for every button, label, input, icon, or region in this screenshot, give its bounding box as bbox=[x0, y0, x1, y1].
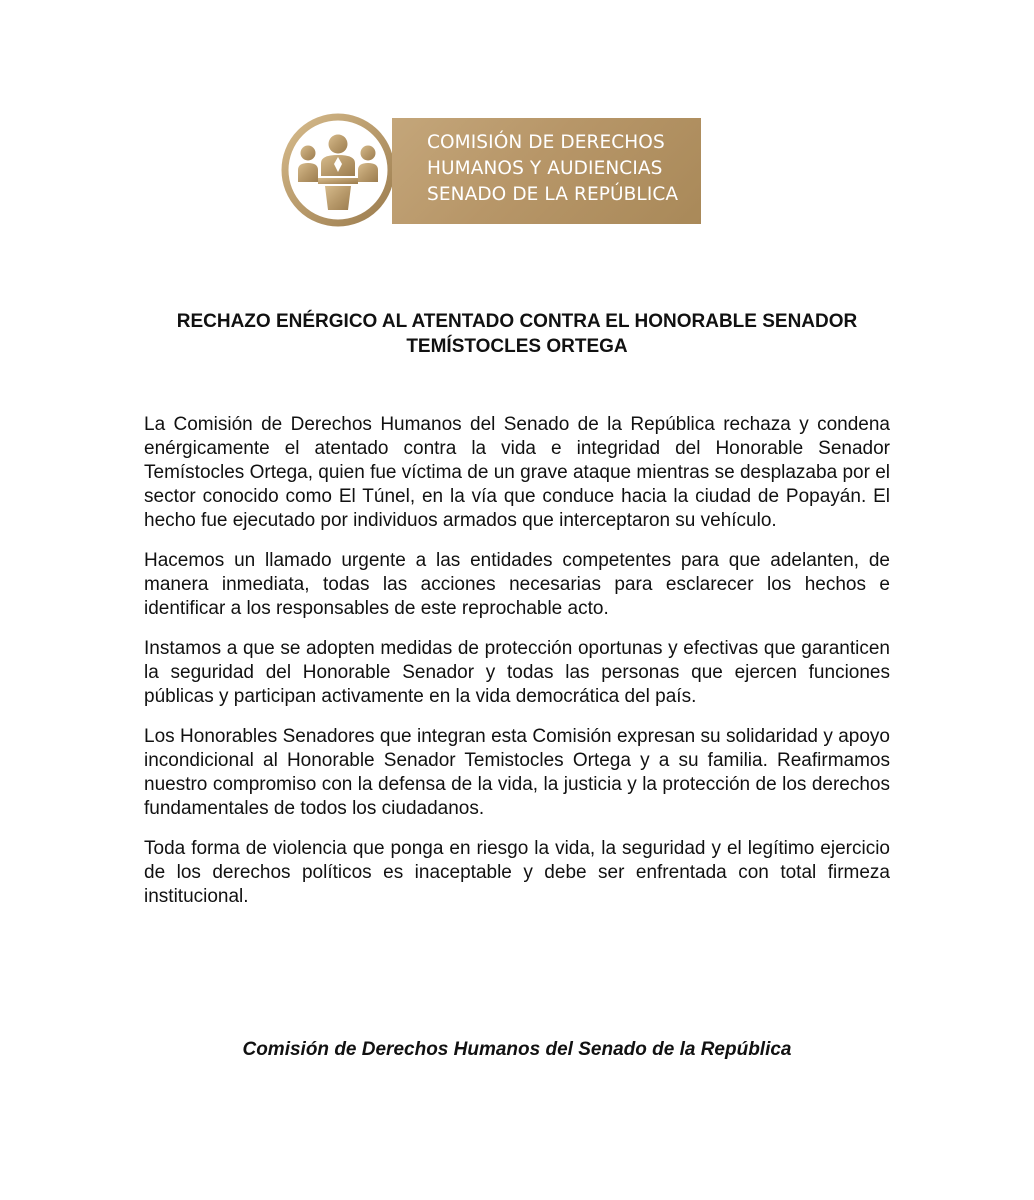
paragraph-5: Toda forma de violencia que ponga en riesgo la vida, la seguridad y el legítimo ejercicio de los derechos políticos es inaceptable y debe ser enfrentada con total firmeza institucional. bbox=[144, 838, 890, 907]
logo-line-1: COMISIÓN DE DERECHOS bbox=[427, 132, 665, 153]
paragraph-3: Instamos a que se adopten medidas de protección oportunas y efectivas que garanticen la seguridad del Honorable Senador y todas las personas que ejercen funciones públicas y participan activamente en la vida democrática del país. bbox=[144, 638, 890, 707]
title-line-1: RECHAZO ENÉRGICO AL ATENTADO CONTRA EL HONORABLE SENADOR bbox=[176, 311, 858, 332]
signature: Comisión de Derechos Humanos del Senado de la República bbox=[242, 1039, 792, 1060]
title-line-2: TEMÍSTOCLES ORTEGA bbox=[406, 336, 628, 357]
logo-line-2: HUMANOS Y AUDIENCIAS bbox=[427, 158, 663, 179]
paragraph-4: Los Honorables Senadores que integran esta Comisión expresan su solidaridad y apoyo incondicional al Honorable Senador Temistocles Ortega y a su familia. Reafirmamos nuestro compromiso con la defensa de la vida, la justicia y la protección de los derechos fundamentales de todos los ciudadanos. bbox=[144, 726, 890, 819]
document-title bbox=[120, 309, 914, 359]
paragraph-1: La Comisión de Derechos Humanos del Senado de la República rechaza y condena enérgicamente el atentado contra la vida e integridad del Honorable Senador Temístocles Ortega, quien fue víctima de un grave ataque mientras se desplazaba por el sector conocido como El Túnel, en la vía que conduce hacia la ciudad de Popayán. El hecho fue ejecutado por individuos armados que interceptaron su vehículo. bbox=[144, 414, 890, 531]
commission-logo bbox=[278, 110, 704, 230]
logo-line-3: SENADO DE LA REPÚBLICA bbox=[427, 184, 679, 205]
document-body bbox=[144, 413, 890, 925]
commission-name-banner bbox=[392, 118, 701, 224]
commission-emblem-icon bbox=[278, 110, 398, 230]
paragraph-2: Hacemos un llamado urgente a las entidades competentes para que adelanten, de manera inmediata, todas las acciones necesarias para esclarecer los hechos e identificar a los responsables de este reprochable acto. bbox=[144, 550, 890, 619]
